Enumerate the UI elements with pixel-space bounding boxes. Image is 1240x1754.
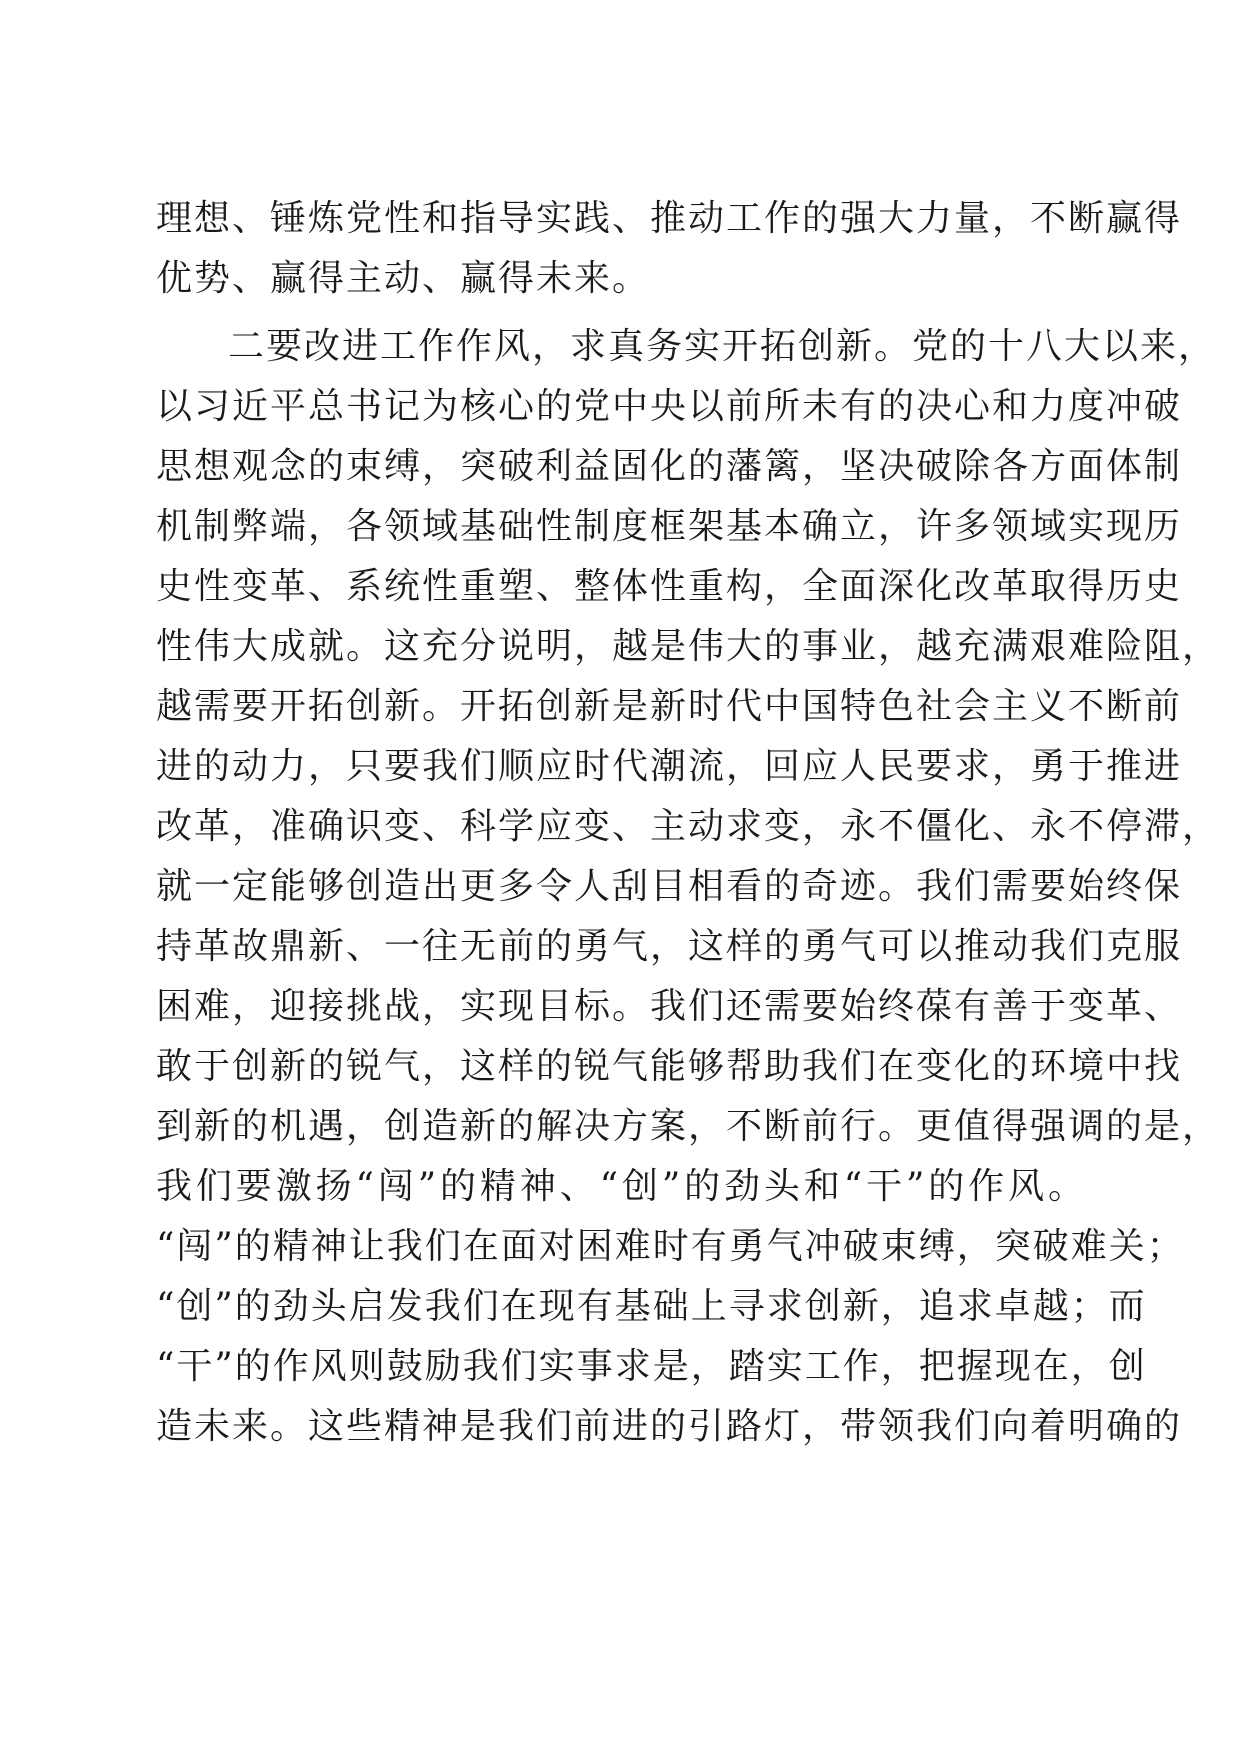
paragraph-1-line-2: 优势、赢得主动、赢得未来。 xyxy=(156,258,651,299)
paragraph-2-line-15: 我们要激扬“闯”的精神、“创”的劲头和“干”的作风。 xyxy=(156,1166,1086,1207)
paragraph-2-line-2: 以习近平总书记为核心的党中央以前所未有的决心和力度冲破 xyxy=(156,386,1183,427)
paragraph-2-line-12: 困难，迎接挑战，实现目标。我们还需要始终葆有善于变革、 xyxy=(156,986,1183,1027)
paragraph-2-line-10: 就一定能够创造出更多令人刮目相看的奇迹。我们需要始终保 xyxy=(156,866,1183,907)
paragraph-1-line-1: 理想、锤炼党性和指导实践、推动工作的强大力量，不断赢得 xyxy=(156,198,1183,239)
paragraph-gap xyxy=(156,309,1086,317)
paragraph-2-line-7: 越需要开拓创新。开拓创新是新时代中国特色社会主义不断前 xyxy=(156,686,1183,727)
paragraph-2-line-5: 史性变革、系统性重塑、整体性重构，全面深化改革取得历史 xyxy=(156,566,1183,607)
body-text xyxy=(156,189,1221,1457)
paragraph-2-line-1: 二要改进工作作风，求真务实开拓创新。党的十八大以来， xyxy=(228,326,1217,367)
paragraph-2-line-9: 改革，准确识变、科学应变、主动求变，永不僵化、永不停滞， xyxy=(156,806,1221,847)
paragraph-2-line-4: 机制弊端，各领域基础性制度框架基本确立，许多领域实现历 xyxy=(156,506,1183,547)
paragraph-2-line-11: 持革故鼎新、一往无前的勇气，这样的勇气可以推动我们克服 xyxy=(156,926,1183,967)
paragraph-2-line-13: 敢于创新的锐气，这样的锐气能够帮助我们在变化的环境中找 xyxy=(156,1046,1183,1087)
paragraph-2-line-6: 性伟大成就。这充分说明，越是伟大的事业，越充满艰难险阻， xyxy=(156,626,1221,667)
paragraph-2-line-3: 思想观念的束缚，突破利益固化的藩篱，坚决破除各方面体制 xyxy=(156,446,1183,487)
paragraph-2-line-18: “干”的作风则鼓励我们实事求是，踏实工作，把握现在，创 xyxy=(156,1346,1147,1387)
paragraph-2-line-14: 到新的机遇，创造新的解决方案，不断前行。更值得强调的是， xyxy=(156,1106,1221,1147)
paragraph-2-line-19: 造未来。这些精神是我们前进的引路灯，带领我们向着明确的 xyxy=(156,1406,1183,1447)
paragraph-2-line-16: “闯”的精神让我们在面对困难时有勇气冲破束缚，突破难关； xyxy=(156,1226,1185,1267)
paragraph-2-line-17: “创”的劲头启发我们在现有基础上寻求创新，追求卓越；而 xyxy=(156,1286,1147,1327)
paragraph-2-line-8: 进的动力，只要我们顺应时代潮流，回应人民要求，勇于推进 xyxy=(156,746,1183,787)
